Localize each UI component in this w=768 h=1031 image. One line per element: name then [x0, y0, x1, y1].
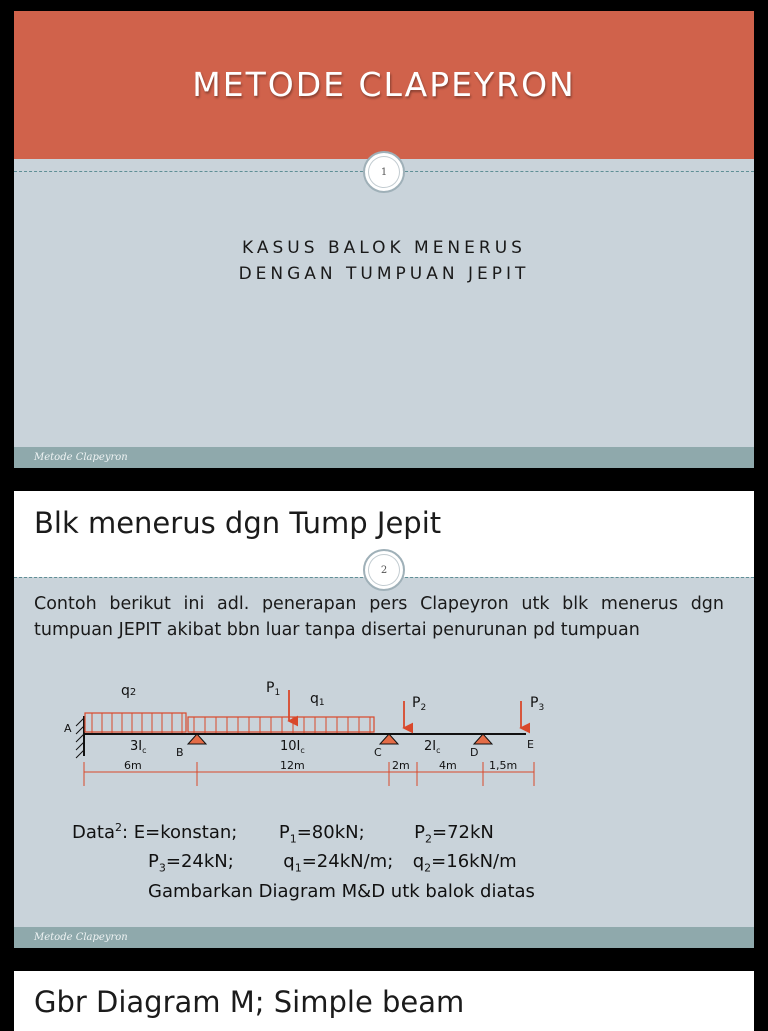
node-d-label: D	[470, 746, 479, 759]
support-c	[380, 734, 398, 744]
distributed-load-q2	[85, 713, 186, 732]
instruction-text: Gambarkan Diagram M&D utk balok diatas	[148, 881, 535, 902]
continuous-beam-diagram	[64, 676, 554, 801]
slide-3	[14, 971, 754, 1031]
dim-p2-d-label: 4m	[439, 759, 457, 772]
subtitle-line-2: DENGAN TUMPUAN JEPIT	[238, 264, 530, 284]
p2-label: $P_2$	[412, 695, 427, 713]
data-line-1: Data$^2$: E=konstan; $P_1=80kN$; $P_2=72kN$	[72, 821, 494, 846]
dim-bc-label: 12m	[280, 759, 305, 772]
slide-number-badge: 2	[363, 549, 405, 591]
slide-1	[14, 11, 754, 468]
dim-d-e-label: 1,5m	[489, 759, 518, 772]
dim-c-p2-label: 2m	[392, 759, 410, 772]
subtitle-line-1: KASUS BALOK MENERUS	[242, 238, 526, 258]
p1-label: $P_1$	[266, 680, 281, 698]
q2-label: q2	[121, 683, 137, 699]
node-a-label: A	[64, 722, 72, 735]
stiffness-cd-label: $2I_c$	[424, 739, 441, 755]
q1-label: q1	[310, 691, 325, 708]
support-b	[188, 734, 206, 744]
slide-footer: Metode Clapeyron	[14, 927, 754, 948]
dim-ab-label: 6m	[124, 759, 142, 772]
stiffness-bc-label: $10I_c$	[280, 739, 305, 755]
slide-heading: Blk menerus dgn Tump Jepit	[34, 506, 442, 540]
slide-number-badge: 1	[363, 151, 405, 193]
node-b-label: B	[176, 746, 184, 759]
description-paragraph: Contoh berikut ini adl. penerapan pers Clapeyron utk blk menerus dgn tumpuan JEPIT akibat bbn luar tanpa disertai penurunan pd tumpuan	[34, 594, 724, 640]
support-d	[474, 734, 492, 744]
node-e-label: E	[527, 738, 534, 751]
stiffness-ab-label: $3I_c$	[130, 739, 147, 755]
slide-2	[14, 491, 754, 948]
slide-heading: Gbr Diagram M; Simple beam	[34, 985, 465, 1019]
node-c-label: C	[374, 746, 382, 759]
slide-footer: Metode Clapeyron	[14, 447, 754, 468]
fixed-support-a	[76, 716, 84, 758]
q2-load-arrows	[92, 713, 182, 734]
data-line-2: $P_3=24kN$; $q_1=24kN/m$; $q_2=16kN/m$	[148, 851, 517, 875]
p3-label: $P_3$	[530, 695, 545, 713]
dimension-ticks	[84, 762, 534, 786]
slide-title: METODE CLAPEYRON	[192, 65, 576, 104]
